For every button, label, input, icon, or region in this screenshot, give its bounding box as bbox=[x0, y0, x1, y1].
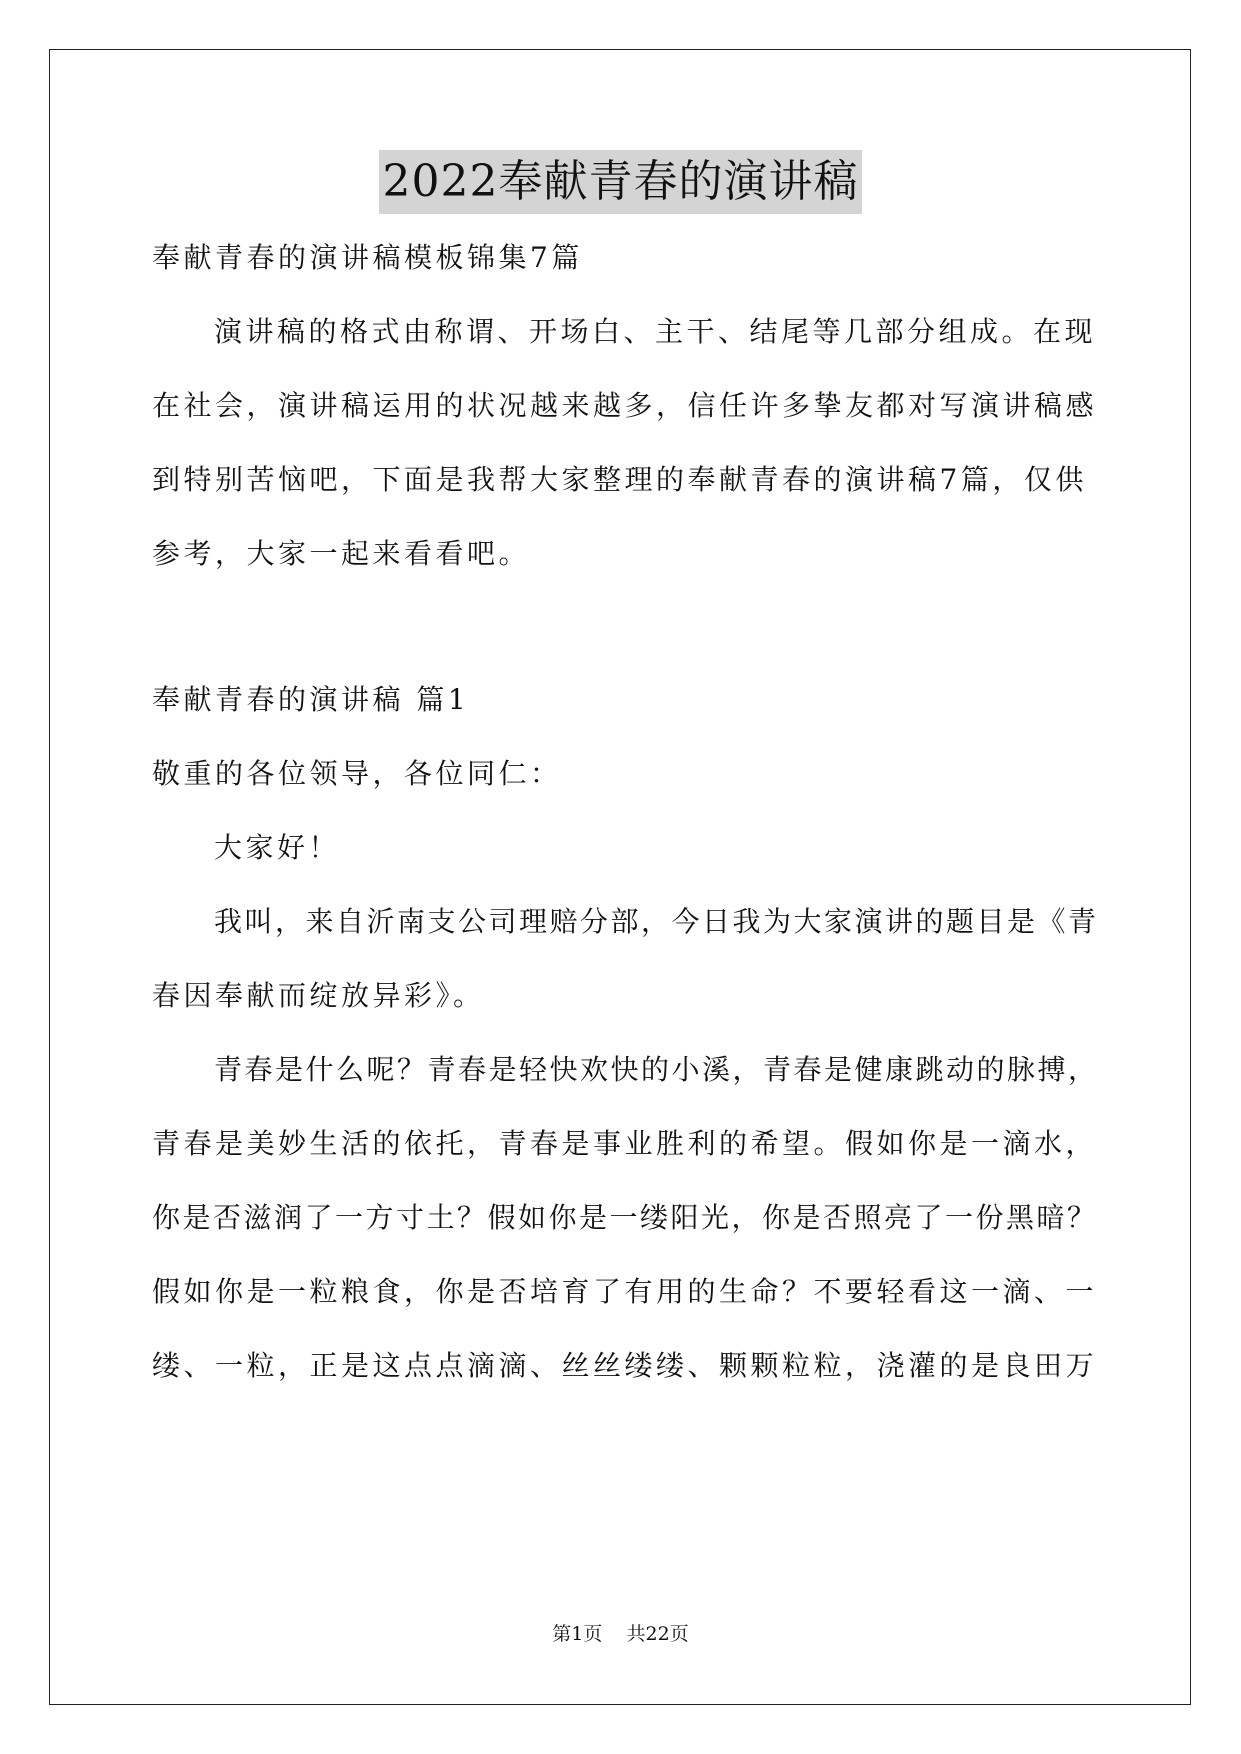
intro-line-2: 在社会，演讲稿运用的状况越来越多，信任许多挚友都对写演讲稿感 bbox=[152, 389, 1098, 422]
greeting: 大家好！ bbox=[214, 831, 341, 864]
para1-line-2: 春因奉献而绽放异彩》。 bbox=[152, 979, 485, 1012]
para2-line-1: 青春是什么呢？青春是轻快欢快的小溪，青春是健康跳动的脉搏， bbox=[214, 1053, 1099, 1086]
para2-line-3: 你是否滋润了一方寸土？假如你是一缕阳光，你是否照亮了一份黑暗？ bbox=[152, 1201, 1098, 1234]
para2-line-2: 青春是美妙生活的依托，青春是事业胜利的希望。假如你是一滴水， bbox=[152, 1127, 1098, 1160]
intro-line-3: 到特别苦恼吧，下面是我帮大家整理的奉献青春的演讲稿7篇，仅供 bbox=[152, 463, 1087, 496]
intro-line-1: 演讲稿的格式由称谓、开场白、主干、结尾等几部分组成。在现 bbox=[214, 315, 1097, 348]
salutation: 敬重的各位领导，各位同仁： bbox=[152, 757, 562, 790]
document-subtitle: 奉献青春的演讲稿模板锦集7篇 bbox=[152, 241, 583, 274]
page-border bbox=[49, 49, 1191, 1705]
para2-line-4: 假如你是一粒粮食，你是否培育了有用的生命？不要轻看这一滴、一 bbox=[152, 1275, 1098, 1308]
intro-line-4: 参考，大家一起来看看吧。 bbox=[152, 537, 531, 570]
section-heading: 奉献青春的演讲稿 篇1 bbox=[152, 683, 470, 716]
document-title: 2022奉献青春的演讲稿 bbox=[379, 150, 863, 214]
para1-line-1: 我叫，来自沂南支公司理赔分部，今日我为大家演讲的题目是《青 bbox=[214, 905, 1099, 938]
para2-line-5: 缕、一粒，正是这点点滴滴、丝丝缕缕、颗颗粒粒，浇灌的是良田万 bbox=[152, 1349, 1098, 1382]
title-container bbox=[0, 150, 1241, 214]
page-number-footer: 第1页 共22页 bbox=[552, 1623, 689, 1645]
